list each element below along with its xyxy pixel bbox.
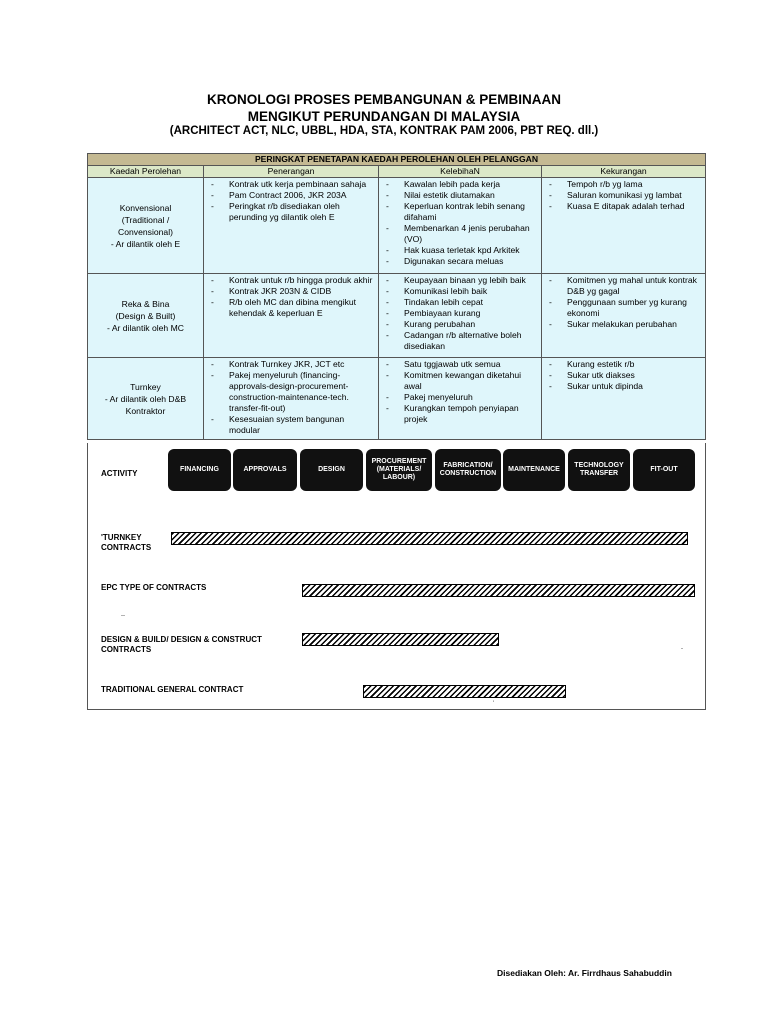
list-item: - Kawalan lebih pada kerja bbox=[382, 179, 538, 190]
list-item: - Komitmen kewangan diketahui awal bbox=[382, 370, 538, 392]
kekurangan-cell bbox=[542, 178, 706, 274]
method-cell bbox=[88, 178, 204, 274]
header-kelebihan: KelebihaN bbox=[379, 166, 542, 178]
kekurangan-cell bbox=[542, 274, 706, 358]
list-item: - Kesesuaian system bangunan modular bbox=[207, 414, 375, 436]
activity-approvals: APPROVALS bbox=[233, 449, 297, 491]
penerangan-cell bbox=[204, 178, 379, 274]
list-item: - Kontrak JKR 203N & CIDB bbox=[207, 286, 375, 297]
list-item: - Sukar melakukan perubahan bbox=[545, 319, 702, 330]
penerangan-cell bbox=[204, 358, 379, 440]
list-item: - Kuasa E ditapak adalah terhad bbox=[545, 201, 702, 212]
list-item: - Digunakan secara meluas bbox=[382, 256, 538, 267]
list-item: - Membenarkan 4 jenis perubahan (VO) bbox=[382, 223, 538, 245]
activity-maintenance: MAINTENANCE bbox=[503, 449, 565, 491]
list-item: - Kontrak untuk r/b hingga produk akhir bbox=[207, 275, 375, 286]
list-item: - Kurang estetik r/b bbox=[545, 359, 702, 370]
stray-mark: - bbox=[681, 646, 683, 652]
list-item: - R/b oleh MC dan dibina mengikut kehendak & keperluan E bbox=[207, 297, 375, 319]
stray-mark: ' bbox=[493, 701, 495, 707]
list-item: - Pakej menyeluruh (financing-approvals-design-procurement-construction-maintenance-tech. transfer-fit-out) bbox=[207, 370, 375, 414]
traditional-label: TRADITIONAL GENERAL CONTRACT bbox=[101, 685, 244, 694]
traditional-bar bbox=[363, 685, 566, 698]
list-item: - Tindakan lebih cepat bbox=[382, 297, 538, 308]
table-row bbox=[88, 178, 706, 274]
procurement-table bbox=[87, 153, 706, 440]
list-item: - Satu tggjawab utk semua bbox=[382, 359, 538, 370]
activity-fit-out: FIT-OUT bbox=[633, 449, 695, 491]
document-title: KRONOLOGI PROSES PEMBANGUNAN & PEMBINAAN bbox=[206, 92, 562, 107]
kelebihan-cell bbox=[379, 358, 542, 440]
list-item: - Kontrak utk kerja pembinaan sahaja bbox=[207, 179, 375, 190]
activity-technology-transfer: TECHNOLOGY TRANSFER bbox=[568, 449, 630, 491]
header-penerangan: Penerangan bbox=[204, 166, 379, 178]
table-banner: PERINGKAT PENETAPAN KAEDAH PEROLEHAN OLEH PELANGGAN bbox=[88, 154, 706, 166]
list-item: - Keperluan kontrak lebih senang difahami bbox=[382, 201, 538, 223]
header-kekurangan: Kekurangan bbox=[542, 166, 706, 178]
penerangan-cell bbox=[204, 274, 379, 358]
list-item: - Kurang perubahan bbox=[382, 319, 538, 330]
kekurangan-cell bbox=[542, 358, 706, 440]
header-kaedah: Kaedah Perolehan bbox=[88, 166, 204, 178]
epc-label: EPC TYPE OF CONTRACTS bbox=[101, 583, 207, 592]
method-line: Turnkey bbox=[130, 381, 161, 392]
table-row bbox=[88, 274, 706, 358]
design-build-label: DESIGN & BUILD/ DESIGN & CONSTRUCT CONTRACTS bbox=[101, 635, 262, 654]
list-item: - Nilai estetik diutamakan bbox=[382, 190, 538, 201]
list-item: - Tempoh r/b yg lama bbox=[545, 179, 702, 190]
document-subtitle: MENGIKUT PERUNDANGAN DI MALAYSIA bbox=[247, 109, 521, 124]
activity-fabrication: FABRICATION/ CONSTRUCTION bbox=[435, 449, 501, 491]
turnkey-bar bbox=[171, 532, 688, 545]
method-line: Reka & Bina bbox=[121, 298, 170, 309]
table-row bbox=[88, 358, 706, 440]
list-item: - Pembiayaan kurang bbox=[382, 308, 538, 319]
turnkey-label: 'TURNKEY CONTRACTS bbox=[101, 533, 152, 552]
list-item: - Kurangkan tempoh penyiapan projek bbox=[382, 403, 538, 425]
list-item: - Saluran komunikasi yg lambat bbox=[545, 190, 702, 201]
activity-procurement: PROCUREMENT (MATERIALS/ LABOUR) bbox=[366, 449, 432, 491]
method-line: Convensional) bbox=[118, 226, 173, 237]
method-line: - Ar dilantik oleh D&B bbox=[104, 393, 187, 404]
list-item: - Kontrak Turnkey JKR, JCT etc bbox=[207, 359, 375, 370]
method-cell bbox=[88, 358, 204, 440]
method-cell bbox=[88, 274, 204, 358]
list-item: - Sukar untuk dipinda bbox=[545, 381, 702, 392]
kelebihan-cell bbox=[379, 274, 542, 358]
activity-design: DESIGN bbox=[300, 449, 363, 491]
list-item: - Sukar utk diakses bbox=[545, 370, 702, 381]
table-banner-row bbox=[88, 154, 706, 166]
stray-mark: -- bbox=[121, 613, 125, 619]
activity-financing: FINANCING bbox=[168, 449, 231, 491]
list-item: - Penggunaan sumber yg kurang ekonomi bbox=[545, 297, 702, 319]
method-line: - Ar dilantik oleh E bbox=[110, 238, 181, 249]
method-line: (Traditional / bbox=[121, 214, 170, 225]
list-item: - Komunikasi lebih baik bbox=[382, 286, 538, 297]
method-line: Kontraktor bbox=[125, 405, 166, 416]
contract-scope-diagram bbox=[87, 443, 706, 710]
list-item: - Pam Contract 2006, JKR 203A bbox=[207, 190, 375, 201]
list-item: - Hak kuasa terletak kpd Arkitek bbox=[382, 245, 538, 256]
activity-label: ACTIVITY bbox=[101, 469, 138, 478]
epc-bar bbox=[302, 584, 695, 597]
list-item: - Komitmen yg mahal untuk kontrak D&B yg gagal bbox=[545, 275, 702, 297]
method-line: (Design & Built) bbox=[115, 310, 176, 321]
kelebihan-cell bbox=[379, 178, 542, 274]
design-build-bar bbox=[302, 633, 499, 646]
list-item: - Peringkat r/b disediakan oleh perunding yg dilantik oleh E bbox=[207, 201, 375, 223]
list-item: - Keupayaan binaan yg lebih baik bbox=[382, 275, 538, 286]
method-line: - Ar dilantik oleh MC bbox=[107, 322, 184, 333]
list-item: - Pakej menyeluruh bbox=[382, 392, 538, 403]
method-line: Konvensional bbox=[119, 202, 172, 213]
table-header-row bbox=[88, 166, 706, 178]
prepared-by: Disediakan Oleh: Ar. Firrdhaus Sahabuddin bbox=[497, 968, 672, 978]
document-references: (ARCHITECT ACT, NLC, UBBL, HDA, STA, KONTRAK PAM 2006, PBT REQ. dll.) bbox=[169, 125, 599, 137]
list-item: - Cadangan r/b alternative boleh disediakan bbox=[382, 330, 538, 352]
